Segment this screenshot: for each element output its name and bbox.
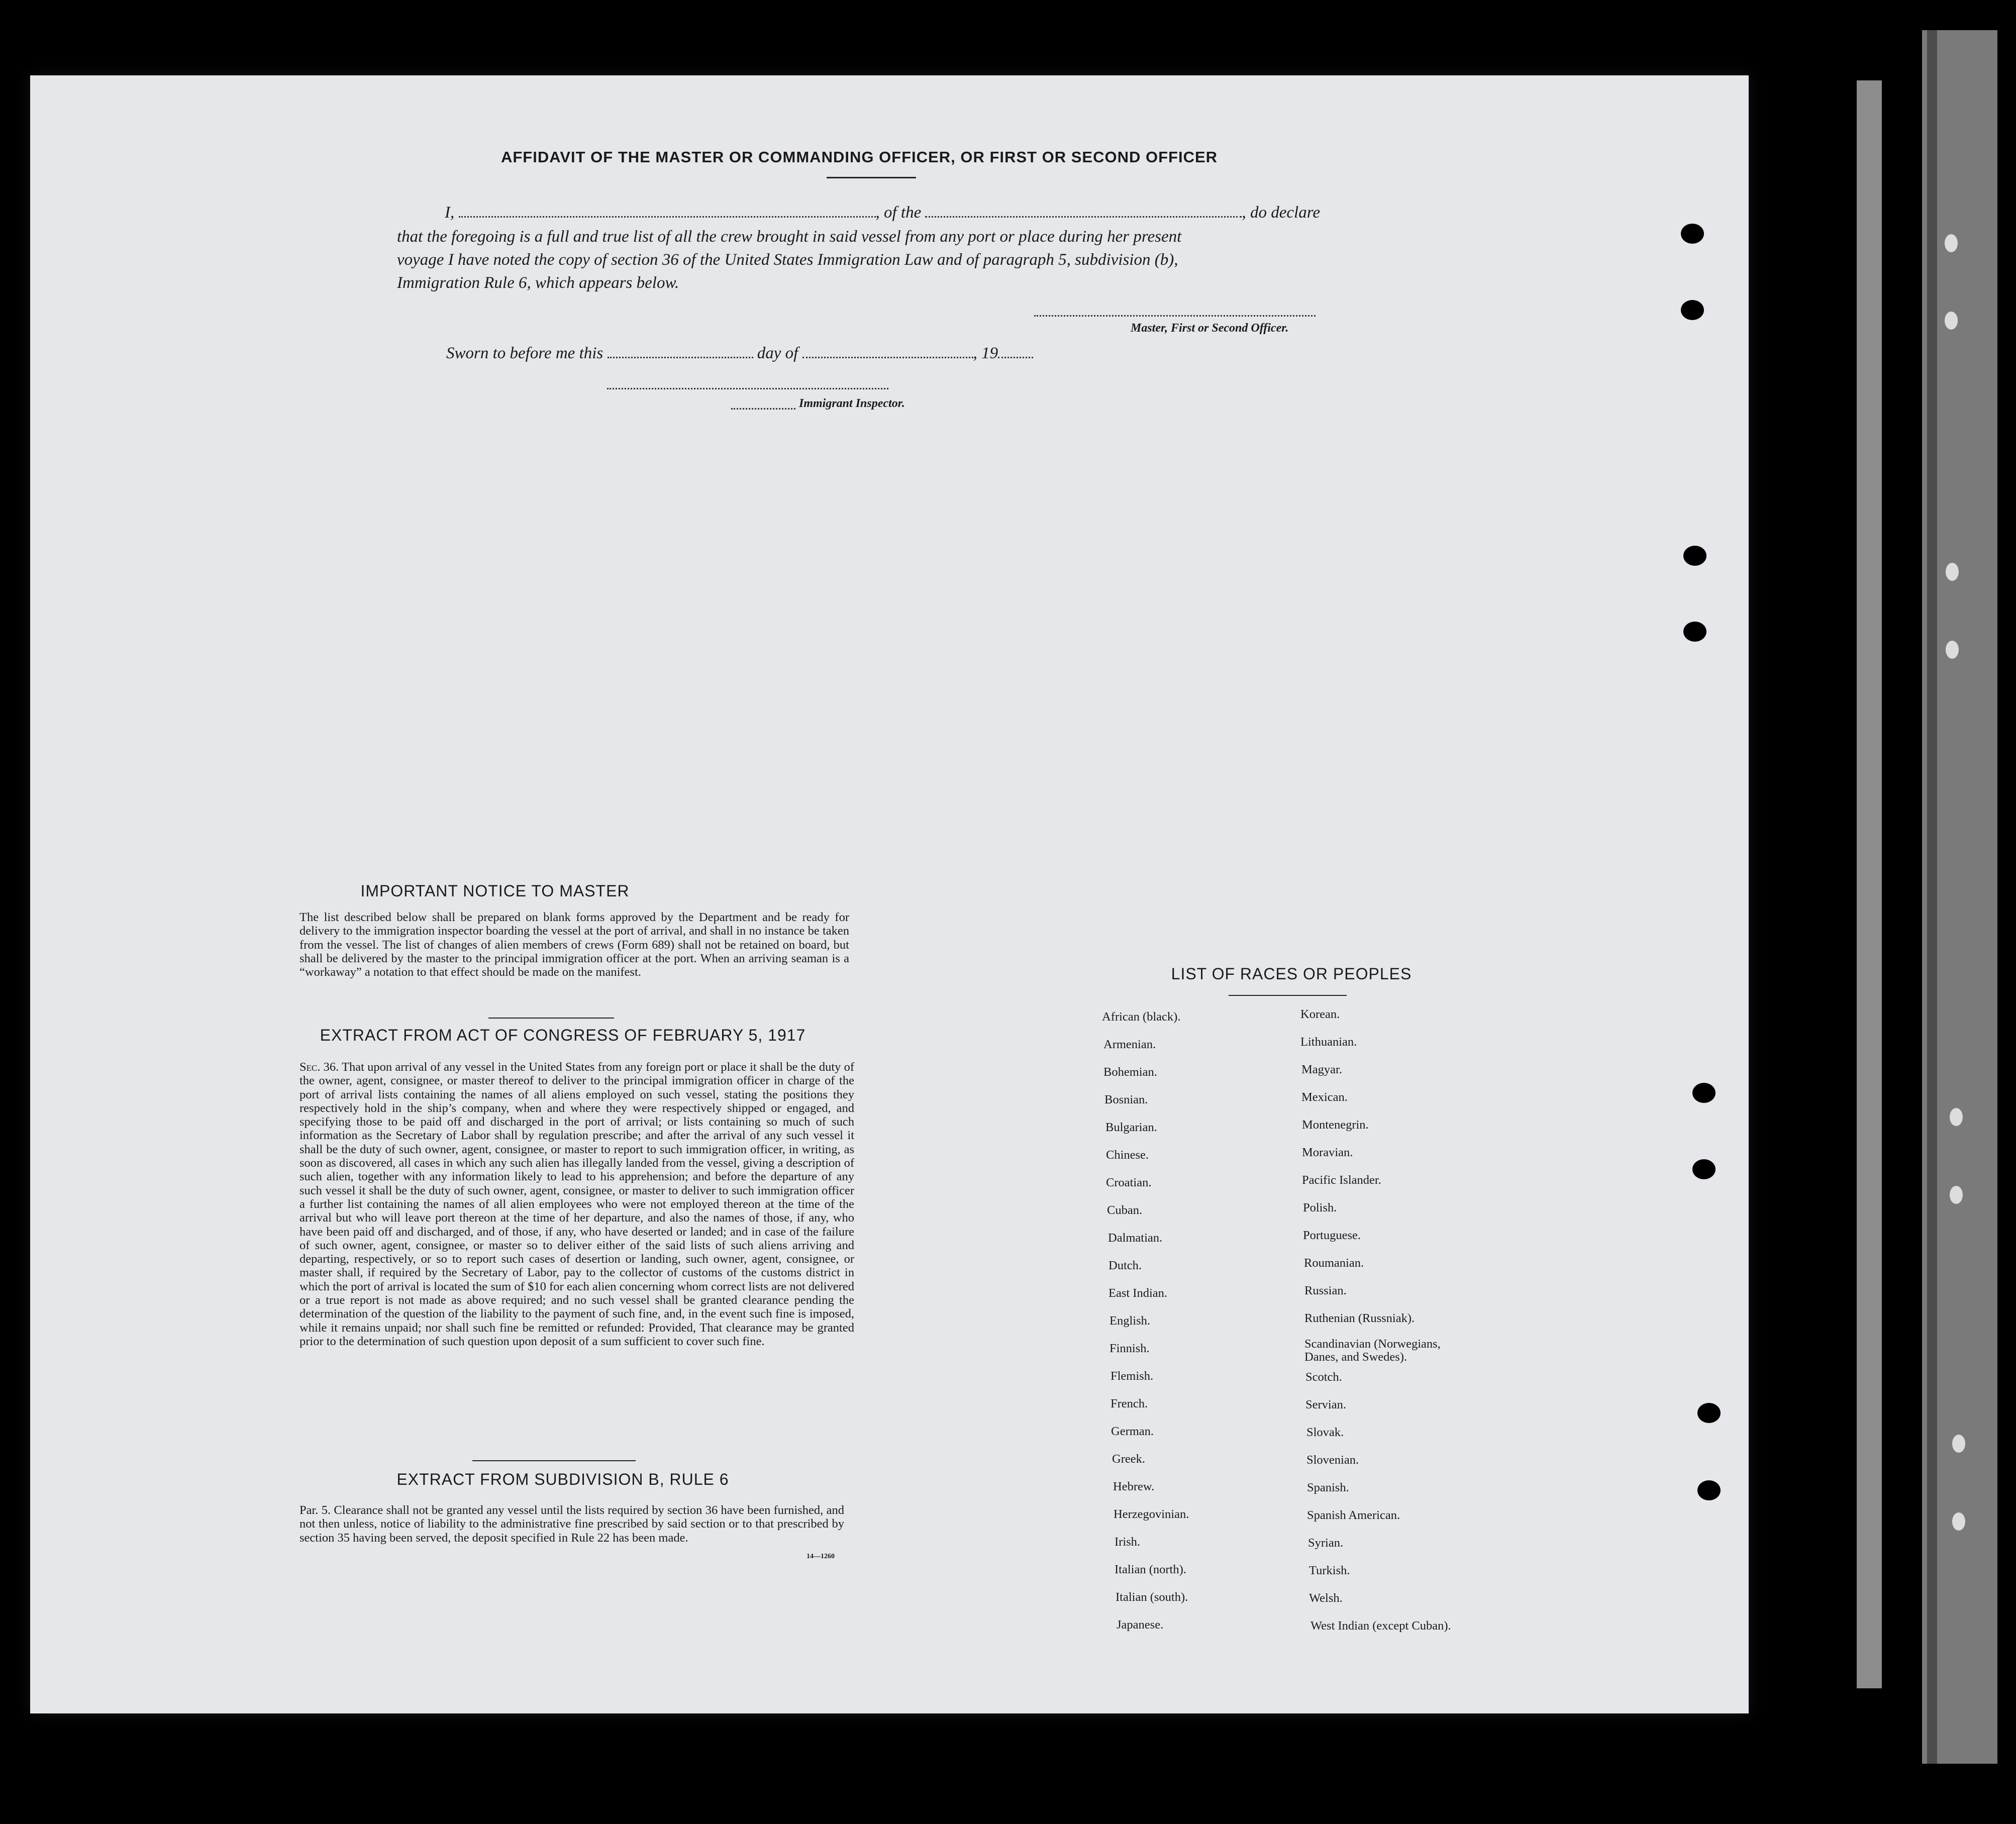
punch-hole bbox=[1683, 622, 1706, 642]
race-item: Slovak. bbox=[1306, 1426, 1344, 1439]
punch-hole bbox=[1683, 546, 1706, 566]
race-item: Moravian. bbox=[1302, 1146, 1353, 1159]
race-item: Bulgarian. bbox=[1105, 1121, 1157, 1134]
race-item: Croatian. bbox=[1106, 1176, 1152, 1189]
inspector-signature-blank[interactable] bbox=[607, 377, 888, 389]
race-item: Japanese. bbox=[1117, 1618, 1164, 1632]
punch-hole bbox=[1697, 1403, 1721, 1423]
form-page bbox=[30, 75, 1749, 1713]
binding-edge bbox=[1922, 30, 1997, 1764]
rule-extract-title: EXTRACT FROM SUBDIVISION B, RULE 6 bbox=[396, 1470, 729, 1488]
race-item: Italian (south). bbox=[1116, 1590, 1188, 1604]
race-item: Flemish. bbox=[1111, 1369, 1154, 1383]
race-item: Bohemian. bbox=[1103, 1065, 1157, 1079]
form-number: 14—1260 bbox=[807, 1553, 835, 1560]
act-extract-body: Sec. 36. That upon arrival of any vessel in the United States from any foreign port or place it shall be the duty of the owner, agent, consignee, or master thereof to deliver to the principal immigration officer in charge of the port of arrival lists containing the names of all aliens employed on such vessel, stating the positions they respectively hold in the ship’s company, when and where they were respectively shipped or engaged, and specifying those to be paid off and discharged in the port of arrival; or lists containing so much of such information as the Secretary of Labor shall by regulation prescribe; and after the arrival of any such vessel it shall be the duty of such owner, agent, consignee, or master to report to such immigration officer, in writing, as soon as discovered, all cases in which any such alien has illegally landed from the vessel, giving a description of such alien, together with any information likely to lead to his apprehension; and before the departure of any such vessel it shall be the duty of such owner, agent, consignee, or master to deliver to such immigration officer a further list containing the names of all alien employees who were not employed thereon at the time of the arrival but who will leave port thereon at the time of her departure, and also the names of those, if any, who have been paid off and discharged, and of those, if any, who have deserted or landed; and in case of the failure of such owner, agent, consignee, or master so to deliver either of the said lists of such aliens arriving and departing, respectively, or so to report such cases of desertion or landing, such owner, agent, consignee, or master shall, if required by the Secretary of Labor, pay to the collector of customs of the customs district in which the port of arrival is located the sum of $10 for each alien concerning whom correct lists are not delivered or a true report is not made as above required; and no such vessel shall be granted clearance pending the determination of the question of the liability to the payment of such fine, and, in the event such fine is imposed, while it remains unpaid; nor shall such fine be remitted or refunded: Provided, That clearance may be granted prior to the determination of such question upon deposit of a sum sufficient to cover such fine. bbox=[299, 1060, 854, 1348]
race-item: Portuguese. bbox=[1303, 1229, 1361, 1242]
sworn-day-blank[interactable] bbox=[608, 346, 753, 358]
race-item: Greek. bbox=[1112, 1452, 1145, 1466]
strip-hole bbox=[1952, 1512, 1965, 1531]
race-item: Ruthenian (Russniak). bbox=[1304, 1311, 1415, 1325]
race-item: Mexican. bbox=[1301, 1090, 1348, 1104]
declaration-text-3: voyage I have noted the copy of section 36 of the United States Immigration Law and of paragraph 5, subdivision (b), bbox=[397, 251, 1178, 269]
race-item: Russian. bbox=[1304, 1284, 1347, 1297]
race-item: Korean. bbox=[1300, 1007, 1340, 1021]
race-item: Syrian. bbox=[1308, 1536, 1344, 1550]
binding-strip bbox=[1857, 80, 1882, 1688]
declaration-text-2: that the foregoing is a full and true list of all the crew brought in said vessel from any port or place during her present bbox=[397, 228, 1182, 246]
races-rule bbox=[1229, 995, 1347, 996]
sworn-line: Sworn to before me this day of , 19 bbox=[446, 344, 1033, 363]
title-rule bbox=[827, 177, 916, 178]
act-rule bbox=[472, 1460, 636, 1461]
race-item: Scotch. bbox=[1305, 1370, 1342, 1384]
sworn-month-blank[interactable] bbox=[802, 346, 973, 358]
race-item: Dalmatian. bbox=[1108, 1231, 1163, 1245]
declaration-line: I, , of the , do declare bbox=[445, 204, 1320, 222]
race-item: French. bbox=[1111, 1397, 1148, 1410]
race-item: English. bbox=[1110, 1314, 1150, 1328]
notice-title: IMPORTANT NOTICE TO MASTER bbox=[360, 882, 630, 900]
race-item: German. bbox=[1111, 1425, 1154, 1438]
race-item: Spanish. bbox=[1307, 1481, 1349, 1494]
race-item: Italian (north). bbox=[1115, 1563, 1186, 1576]
race-item: Chinese. bbox=[1106, 1148, 1149, 1162]
notice-body: The list described below shall be prepared on blank forms approved by the Department and be ready for delivery to the immigration inspector boarding the vessel at the port of arrival, and shall in no instance be taken from the vessel. The list of changes of alien members of crews (Form 689) shall not be retained on board, but shall be delivered by the master to the principal immigration officer at the port. When an arriving seaman is a “workaway” a notation to that effect should be made on the manifest. bbox=[299, 910, 849, 979]
inspector-dots bbox=[731, 397, 795, 410]
race-item: West Indian (except Cuban). bbox=[1311, 1619, 1451, 1633]
affidavit-title: AFFIDAVIT OF THE MASTER OR COMMANDING OFFICER, OR FIRST OR SECOND OFFICER bbox=[500, 148, 1218, 166]
strip-hole bbox=[1945, 312, 1958, 330]
punch-hole bbox=[1681, 300, 1704, 320]
punch-hole bbox=[1697, 1480, 1721, 1500]
sworn-year-blank[interactable] bbox=[998, 346, 1033, 358]
race-item: Lithuanian. bbox=[1300, 1035, 1357, 1049]
declaration-text-4: Immigration Rule 6, which appears below. bbox=[397, 274, 679, 292]
race-item: Pacific Islander. bbox=[1302, 1173, 1381, 1187]
races-title: LIST OF RACES OR PEOPLES bbox=[1171, 965, 1412, 983]
strip-hole bbox=[1946, 563, 1959, 581]
race-item: African (black). bbox=[1102, 1010, 1181, 1024]
race-item: Servian. bbox=[1305, 1398, 1346, 1411]
strip-hole bbox=[1952, 1435, 1965, 1453]
strip-hole bbox=[1945, 234, 1958, 252]
master-signature-blank[interactable] bbox=[1034, 304, 1316, 317]
punch-hole bbox=[1681, 224, 1704, 244]
inspector-caption: Immigrant Inspector. bbox=[799, 397, 905, 410]
race-item: Herzegovinian. bbox=[1114, 1507, 1189, 1521]
race-item: Hebrew. bbox=[1113, 1480, 1155, 1493]
act-extract-title: EXTRACT FROM ACT OF CONGRESS OF FEBRUARY 5, 1917 bbox=[320, 1026, 806, 1044]
race-item: East Indian. bbox=[1108, 1286, 1168, 1300]
race-item: Turkish. bbox=[1309, 1564, 1350, 1577]
race-item: Bosnian. bbox=[1104, 1093, 1148, 1106]
race-item: Cuban. bbox=[1107, 1203, 1143, 1217]
punch-hole bbox=[1692, 1083, 1716, 1103]
race-item: Welsh. bbox=[1309, 1591, 1343, 1605]
race-item: Roumanian. bbox=[1304, 1256, 1364, 1270]
race-item: Dutch. bbox=[1108, 1259, 1142, 1272]
race-item: Spanish American. bbox=[1307, 1508, 1400, 1522]
race-item: Finnish. bbox=[1110, 1342, 1150, 1355]
race-item: Polish. bbox=[1303, 1201, 1337, 1214]
race-item: Magyar. bbox=[1301, 1063, 1342, 1076]
race-item: Montenegrin. bbox=[1302, 1118, 1369, 1132]
strip-hole bbox=[1950, 1186, 1963, 1204]
notice-rule bbox=[488, 1018, 614, 1019]
officer-name-blank[interactable] bbox=[459, 205, 876, 218]
punch-hole bbox=[1692, 1159, 1716, 1179]
strip-hole bbox=[1950, 1108, 1963, 1126]
race-item: Slovenian. bbox=[1306, 1453, 1359, 1467]
race-item: Scandinavian (Norwegians, Danes, and Swedes). bbox=[1304, 1337, 1441, 1364]
rule-extract-body: Par. 5. Clearance shall not be granted any vessel until the lists required by section 36 have been furnished, and not then unless, notice of liability to the administrative fine prescribed by said section or to that prescribed by section 35 having been served, the deposit specified in Rule 22 has been made. bbox=[299, 1503, 844, 1545]
race-item: Armenian. bbox=[1103, 1038, 1156, 1051]
master-caption: Master, First or Second Officer. bbox=[1131, 322, 1289, 335]
vessel-name-blank[interactable] bbox=[925, 205, 1242, 218]
race-item: Irish. bbox=[1115, 1535, 1141, 1549]
strip-hole bbox=[1946, 641, 1959, 659]
